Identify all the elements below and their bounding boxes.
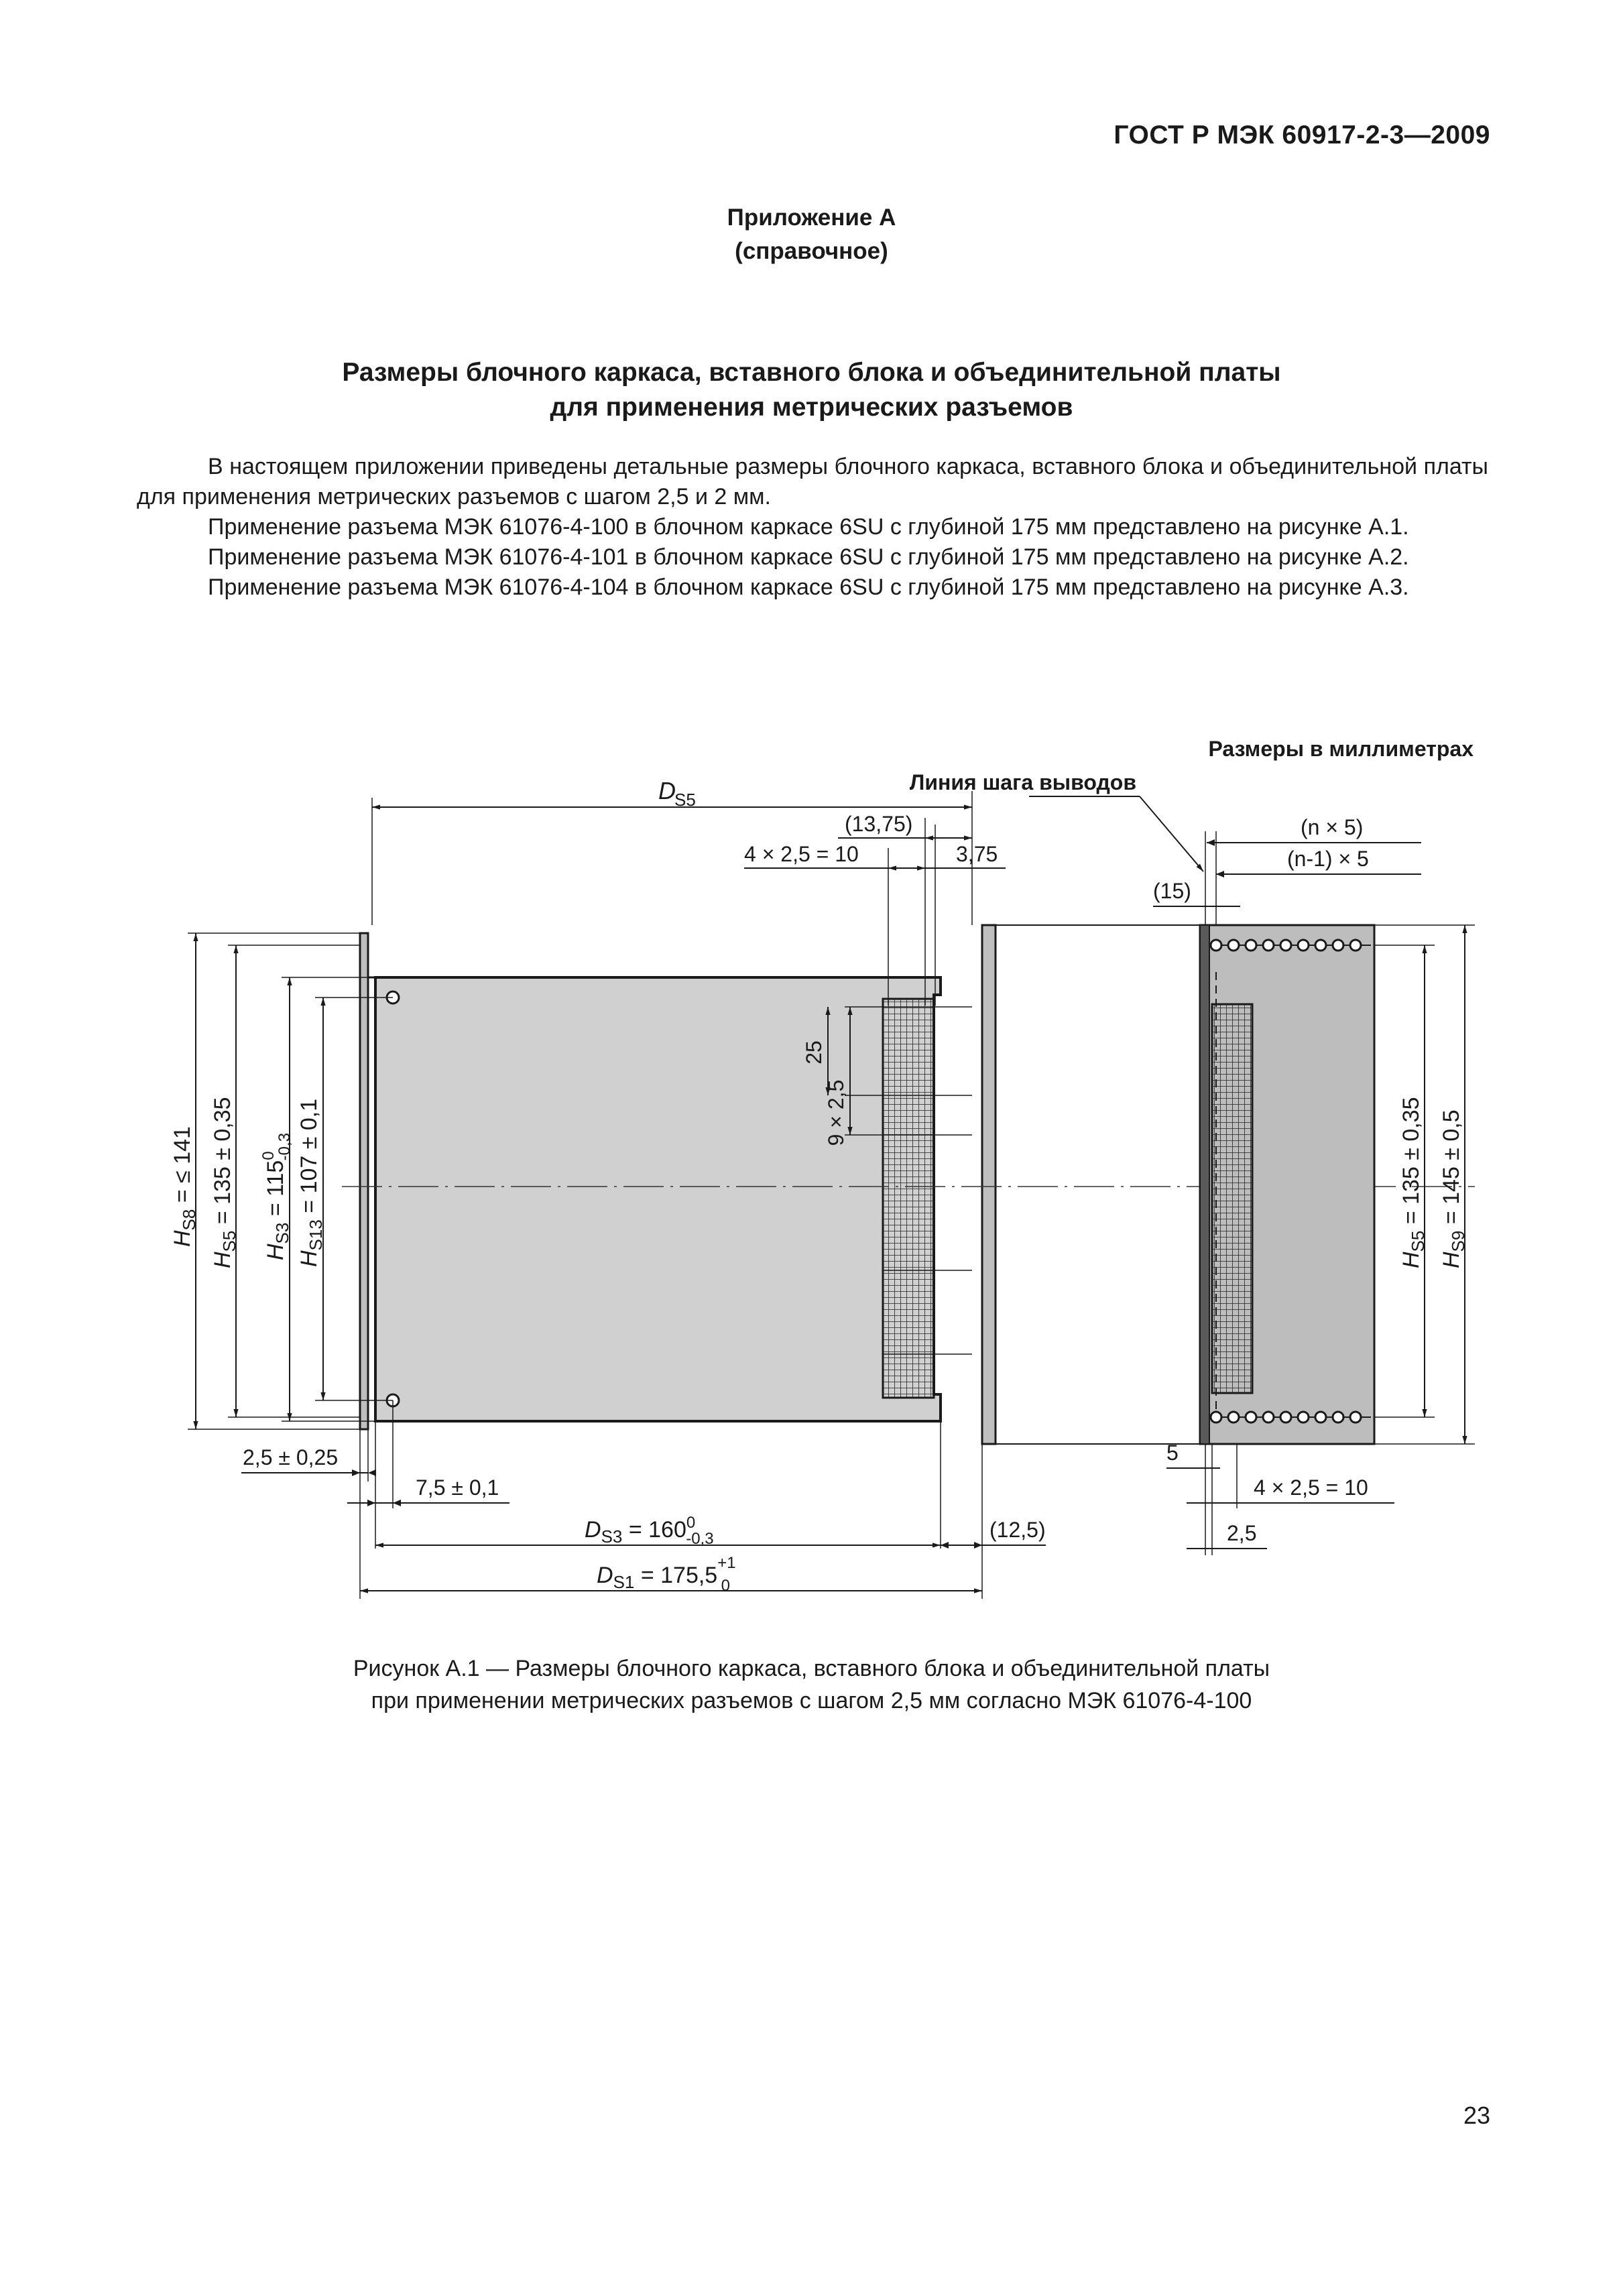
pin-hole xyxy=(1298,940,1309,951)
dim-7-5tol-arrow-a xyxy=(367,1500,375,1506)
pin-hole xyxy=(1333,940,1343,951)
dim-hs8-value: = ≤ 141 xyxy=(170,1126,195,1209)
section-title-line-1: Размеры блочного каркаса, вставного блока и объединительной платы xyxy=(342,358,1281,387)
dim-rhs5-value: = 135 ± 0,35 xyxy=(1398,1097,1424,1231)
dim-hs3-label xyxy=(259,1133,294,1260)
dim-hs5-value: = 135 ± 0,35 xyxy=(210,1097,235,1231)
pin-hole xyxy=(1228,940,1239,951)
dim-ds5-sub: S5 xyxy=(674,790,696,810)
dim-ds1-value: = 175,5 xyxy=(634,1563,718,1588)
caption-line-1: Рисунок А.1 — Размеры блочного каркаса, вставного блока и объединительной платы xyxy=(353,1656,1270,1681)
pin-hole xyxy=(1280,1412,1291,1423)
dim-ds1-low: 0 xyxy=(721,1577,730,1595)
figure-caption xyxy=(0,1652,1623,1717)
body-text xyxy=(137,452,1488,603)
dim-hs8-label xyxy=(170,1126,199,1247)
dim-n1x5-label: (n-1) × 5 xyxy=(1287,847,1369,871)
dim-hs5-label xyxy=(210,1097,239,1268)
dim-7-5tol-arrow-b xyxy=(393,1500,401,1506)
paragraph-figure-a3: Применение разъема МЭК 61076-4-104 в блочном каркасе 6SU с глубиной 175 мм представлено на рисунке А.3. xyxy=(208,575,1409,600)
board-connector xyxy=(883,999,934,1398)
dim-3-75-label: 3,75 xyxy=(956,842,998,866)
backplane-edge-strip xyxy=(1200,925,1209,1444)
dim-hs3-sup: 0 xyxy=(259,1151,278,1160)
dim-2-5-label: 2,5 xyxy=(1227,1521,1257,1545)
dim-rhs5-label xyxy=(1398,1097,1428,1268)
front-panel xyxy=(360,933,368,1429)
paragraph-figure-a2: Применение разъема МЭК 61076-4-101 в блочном каркасе 6SU с глубиной 175 мм представлено на рисунке А.2. xyxy=(208,544,1409,570)
pin-hole xyxy=(1263,1412,1274,1423)
dim-ds3-label xyxy=(585,1514,714,1548)
dim-4x25-top-label: 4 × 2,5 = 10 xyxy=(744,842,859,866)
caption-line-2: при применении метрических разъемов с шагом 2,5 мм согласно МЭК 61076-4-100 xyxy=(371,1688,1252,1713)
units-note: Размеры в миллиметрах xyxy=(1208,737,1474,761)
dim-hs3-letter: H xyxy=(263,1244,288,1260)
pin-hole xyxy=(1333,1412,1343,1423)
dim-hs13-sub: S13 xyxy=(306,1219,326,1251)
dim-ds3-low: -0,3 xyxy=(686,1530,714,1548)
dim-ds1-label xyxy=(597,1554,736,1595)
pin-hole xyxy=(1315,1412,1326,1423)
pin-hole xyxy=(1246,940,1256,951)
dim-hs13-value: = 107 ± 0,1 xyxy=(296,1098,322,1220)
dim-hs9-sub: S9 xyxy=(1448,1230,1468,1252)
dim-n1x5-arrow xyxy=(1216,871,1224,878)
dim-n5-arrow xyxy=(1207,839,1215,846)
pin-hole xyxy=(1228,1412,1239,1423)
dim-n5-label xyxy=(1301,815,1363,839)
dim-hs3-value: = 115 xyxy=(263,1160,288,1223)
dim-hs5-sub: S5 xyxy=(219,1230,239,1252)
paragraph-figure-a1: Применение разъема МЭК 61076-4-100 в блочном каркасе 6SU с глубиной 175 мм представлено на рисунке А.1. xyxy=(208,514,1409,540)
pin-hole xyxy=(1211,940,1221,951)
dim-rhs5-sub: S5 xyxy=(1408,1230,1428,1252)
dim-7-5tol-label: 7,5 ± 0,1 xyxy=(416,1475,499,1500)
pin-hole xyxy=(1350,940,1361,951)
dim-ds1-letter: D xyxy=(597,1563,613,1588)
technical-drawing xyxy=(134,724,1475,1616)
dim-25-label: 25 xyxy=(802,1040,826,1065)
dim-12-5-arrow-a xyxy=(974,1542,982,1549)
dim-2-5tol-arrow-b xyxy=(368,1469,376,1476)
pin-hole xyxy=(1298,1412,1309,1423)
dim-hs13-label xyxy=(296,1099,326,1267)
dim-ds1-sub: S1 xyxy=(613,1572,635,1592)
backplane-connector xyxy=(1212,1004,1252,1393)
dim-ds1-sup: +1 xyxy=(717,1554,736,1572)
pin-hole xyxy=(1211,1412,1221,1423)
pin-line-arrow xyxy=(1140,796,1203,871)
plug-in-board xyxy=(375,977,941,1421)
standard-code: ГОСТ Р МЭК 60917-2-3—2009 xyxy=(1114,121,1490,149)
pin-hole xyxy=(1350,1412,1361,1423)
annex-heading xyxy=(0,201,1623,268)
dim-hs8-letter: H xyxy=(170,1230,195,1247)
dim-hs9-value: = 145 ± 0,5 xyxy=(1439,1109,1464,1231)
dim-rhs5-letter: H xyxy=(1398,1252,1424,1268)
dim-n5-text: (n × 5) xyxy=(1301,815,1364,839)
dim-2-5tol-arrow-a xyxy=(352,1469,360,1476)
pin-line-label: Линия шага выводов xyxy=(909,770,1136,794)
dim-hs3-low: -0,3 xyxy=(276,1132,294,1161)
annex-type: (справочное) xyxy=(735,238,888,264)
pin-hole xyxy=(1315,940,1326,951)
pin-hole xyxy=(1263,940,1274,951)
dim-2-5tol-label: 2,5 ± 0,25 xyxy=(243,1445,339,1469)
dim-ds5-letter: D xyxy=(658,777,676,804)
drawing-svg xyxy=(134,724,1475,1616)
page-number: 23 xyxy=(1463,2102,1490,2129)
dim-4x25-bot-label: 4 × 2,5 = 10 xyxy=(1254,1475,1368,1500)
dim-ds3-letter: D xyxy=(585,1517,601,1543)
dim-hs5-letter: H xyxy=(210,1252,235,1268)
section-title-line-2: для применения метрических разъемов xyxy=(550,393,1073,422)
dim-ds3-sup: 0 xyxy=(686,1514,696,1532)
dim-hs8-sub: S8 xyxy=(179,1209,199,1231)
dim-hs3-sub: S3 xyxy=(272,1222,292,1244)
dim-hs9-letter: H xyxy=(1439,1252,1464,1268)
dim-ds3-sub: S3 xyxy=(601,1526,623,1547)
pin-hole xyxy=(1246,1412,1256,1423)
dim-hs13-letter: H xyxy=(296,1250,322,1267)
dim-5-label: 5 xyxy=(1166,1441,1179,1465)
dim-15-label: (15) xyxy=(1153,879,1191,903)
paragraph-intro: В настоящем приложении приведены детальные размеры блочного каркаса, вставного блока и объединительной платы для применения метрических разъемов с шагом 2,5 и 2 мм. xyxy=(137,454,1488,509)
dim-12-5-label: (12,5) xyxy=(989,1518,1046,1542)
dim-13-75-label: (13,75) xyxy=(845,812,913,836)
backplane-left xyxy=(982,925,996,1444)
dim-12-5-arrow-b xyxy=(941,1542,949,1549)
dim-9x25-label: 9 × 2,5 xyxy=(824,1079,848,1146)
dim-hs9-label xyxy=(1439,1109,1468,1268)
section-title xyxy=(0,355,1623,425)
pin-hole xyxy=(1280,940,1291,951)
annex-title: Приложение А xyxy=(727,204,896,231)
dim-ds3-value: = 160 xyxy=(622,1517,686,1543)
